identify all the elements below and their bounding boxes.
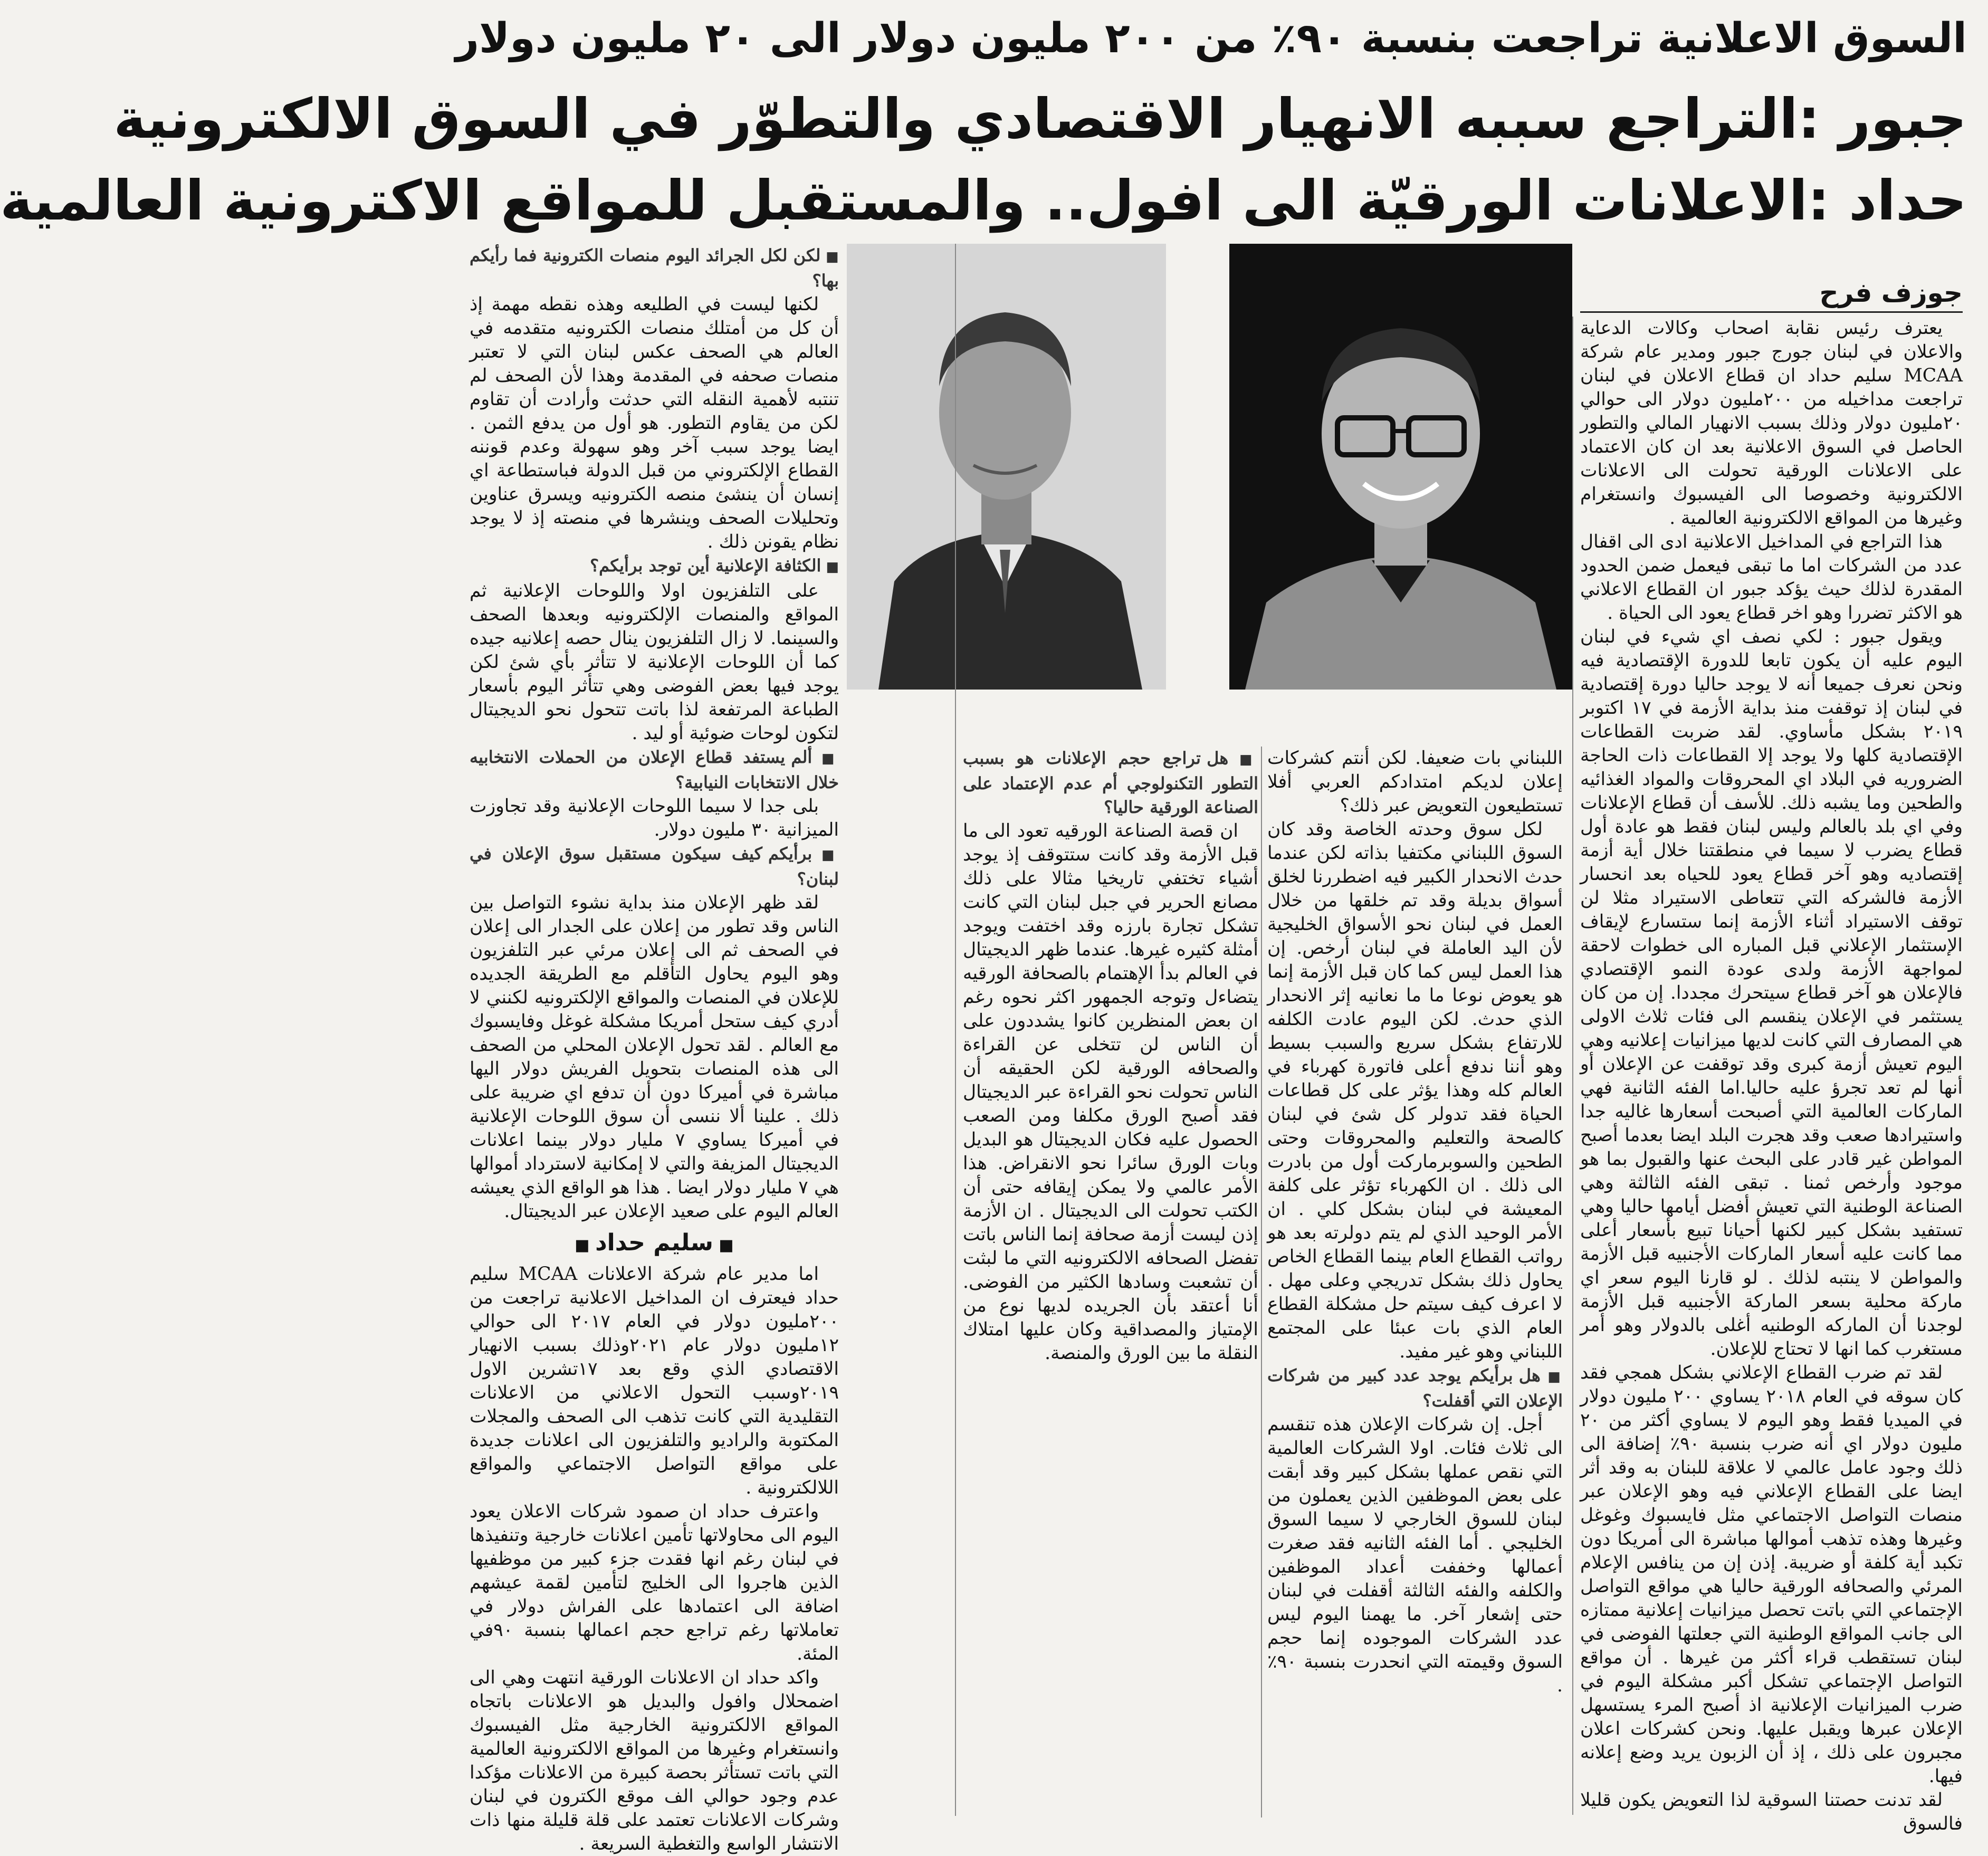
- paragraph: على التلفزيون اولا واللوحات الإعلانية ثم المواقع والمنصات الإلكترونيه وبعدها الصحف والسينما. لا زال التلفزيون ينال حصه إعلانيه جيده كما أن اللوحات الإعلانية لا تتأثر بأي شئ لكن يوجد فيها بعض الفوضى وهي تتأثر اليوم بأسعار الطباعة المرتفعة لذا باتت تتحول نحو الديجيتال لتكون لوحات ضوئية أو ليد .: [470, 580, 839, 744]
- interview-question: ■ برأيكم كيف سيكون مستقبل سوق الإعلان في لبنان؟: [470, 842, 839, 891]
- article-column-right: [1580, 317, 1963, 1834]
- interview-question: ■ لكن لكل الجرائد اليوم منصات الكترونية فما رأيكم بها؟: [470, 244, 839, 293]
- paragraph: لكنها ليست في الطليعه وهذه نقطه مهمة إذ أن كل من أمتلك منصات الكترونيه متقدمه في العالم هي الصحف عكس لبنان التي لا تعتبر منصات صحفه في المقدمة وهذا لأن الصحف لم تنتبه لأهمية النقله التي حدثت وأرادت أن تقاوم لكن من يقاوم التطور. هو أول من يدفع الثمن . ايضا يوجد سبب آخر وهو سهولة وعدم قوننه القطاع الإلكتروني من قبل الدولة فباستطاعة اي إنسان أن ينشئ منصه الكترونيه ويسرق عناوين وتحليلات الصحف وينشرها في منصته إذ لا يوجد نظام يقونن ذلك .: [470, 294, 839, 552]
- article-column-middle-right: [1267, 747, 1563, 1817]
- section-subhead-haddad: ■ سليم حداد ■: [470, 1231, 839, 1257]
- paragraph: اللبناني بات ضعيفا. لكن أنتم كشركات إعلان لديكم امتدادكم العربي أفلا تستطيعون التعويض عبر ذلك؟: [1267, 748, 1563, 816]
- main-headline-haddad: حداد :الاعلانات الورقيّة الى افول.. والمستقبل للمواقع الاكترونية العالمية: [0, 168, 1967, 233]
- interview-question: ■ الكثافة الإعلانية أين توجد برأيكم؟: [470, 554, 839, 579]
- paragraph: ان قصة الصناعة الورقيه تعود الى ما قبل الأزمة وقد كانت ستتوقف إذ يوجد أشياء تختفي تاريخيا مثالا على ذلك مصانع الحرير في جبل لبنان التي كانت تشكل تجارة بارزه وقد اختفت ويوجد أمثلة كثيره غيرها. عندما ظهر الديجيتال في العالم بدأ الإهتمام بالصحافة الورقيه يتضاءل وتوجه الجمهور اكثر نحوه رغم ان بعض المنظرين كانوا يشددون على أن الناس لن تتخلى عن القراءة والصحافه الورقية لكن الحقيقه أن الناس تحولت نحو القراءة عبر الديجيتال فقد أصبح الورق مكلفا ومن الصعب الحصول عليه فكان الديجيتال هو البديل وبات الورق سائرا نحو الانقراض. هذا الأمر عالمي ولا يمكن إيقافه حتى أن الكتب تحولت الى الديجيتال . ان الأزمة إذن ليست أزمة صحافة إنما الناس باتت تفضل الصحافه الالكترونيه التي ما لبثت أن تشعبت وسادها الكثير من الفوضى. أنا أعتقد بأن الجريده لديها نوع من الإمتياز والمصداقية وكان عليها امتلاك النقلة ما بين الورق والمنصة.: [963, 820, 1258, 1364]
- paragraph: لقد تم ضرب القطاع الإعلاني بشكل همجي فقد كان سوقه في العام ٢٠١٨ يساوي ٢٠٠ مليون دولار في الميديا فقط وهو اليوم لا يساوي أكثر من ٢٠ مليون دولار اي أنه ضرب بنسبة ٩٠٪ إضافة الى ذلك وجود عامل عالمي لا علاقة للبنان به وقد أثر ايضا على القطاع الإعلاني فيه وهو الإعلان عبر منصات التواصل الاجتماعي مثل فايسبوك وغوغل وغيرها وهذه تذهب أموالها مباشرة الى أمريكا دون تكبد أية كلفة أو ضريبة. إذن إن من ينافس الإعلام المرئي والصحافه الورقية حاليا هي مواقع التواصل الإجتماعي التي باتت تحصل ميزانيات إعلانية ممتازه الى جانب المواقع الوطنية التي جعلتها الفوضى في لبنان تستقطب قراء أكثر من غيرها . أن مواقع التواصل الإجتماعي تشكل أكبر مشكلة اليوم في ضرب الميزانيات الإعلانية اذ أصبح المرء يستسهل الإعلان عبرها ويقبل عليها. ونحن كشركات اعلان مجبرون على ذلك ، إذ أن الزبون يريد وضع إعلانه فيها.: [1580, 1362, 1963, 1787]
- column-divider: [955, 244, 956, 1816]
- article-column-middle-left: [963, 747, 1258, 1817]
- interview-question: ■ هل برأيكم يوجد عدد كبير من شركات الإعلان التي أقفلت؟: [1267, 1364, 1563, 1413]
- paragraph: واكد حداد ان الاعلانات الورقية انتهت وهي الى اضمحلال وافول والبديل هو الاعلانات باتجاه المواقع الالكترونية الخارجية مثل الفيسبوك وانستغرام وغيرها من المواقع الالكترونية العالمية التي باتت تستأثر بحصة كبيرة من الاعلانات مؤكدا عدم وجود حوالي الف موقع الكترون في لبنان وشركات الاعلانات تعتمد على قلة قليلة منها ذات الانتشار الواسع والتغطية السريعة .: [470, 1667, 839, 1854]
- paragraph: لقد تدنت حصتنا السوقية لذا التعويض يكون قليلا فالسوق: [1580, 1790, 1963, 1834]
- portrait-jabbour-icon: [1229, 244, 1572, 690]
- main-headline-jabbour: جبور :التراجع سببه الانهيار الاقتصادي والتطوّر في السوق الالكترونية: [113, 87, 1967, 151]
- photo-george-jabbour: [1229, 244, 1572, 690]
- paragraph: واعترف حداد ان صمود شركات الاعلان يعود اليوم الى محاولاتها تأمين اعلانات خارجية وتنفيذها في لبنان رغم انها فقدت جزء كبير من موظفيها الذين هاجروا الى الخليج لتأمين لقمة عيشهم اضافة الى اعتمادها على الفراش دولار في تعاملاتها رغم تراجع حجم اعمالها بنسبة ٩٠في المئة.: [470, 1501, 839, 1664]
- interview-question: ■ هل تراجع حجم الإعلانات هو بسبب التطور التكنولوجي أم عدم الإعتماد على الصناعة الورقية حاليا؟: [963, 747, 1258, 819]
- byline: جوزف فرح: [1819, 278, 1963, 308]
- paragraph: يعترف رئيس نقابة اصحاب وكالات الدعاية والاعلان في لبنان جورج جبور ومدير عام شركة MCAA سليم حداد ان قطاع الاعلان في لبنان تراجعت مداخيله من ٢٠٠مليون دولار الى حوالي ٢٠مليون دولار وذلك بسبب الانهيار المالي والتطور الحاصل في السوق الاعلانية بعد ان كان الاعتماد على الاعلانات الورقية تحولت الى الاعلانات الالكترونية وخصوصا الى الفيسبوك وانستغرام وغيرها من المواقع الالكترونية العالمية .: [1580, 318, 1963, 529]
- paragraph: اما مدير عام شركة الاعلانات MCAA سليم حداد فيعترف ان المداخيل الاعلانية تراجعت من ٢٠٠مليون دولار في العام ٢٠١٧ الى حوالي ١٢مليون دولار عام ٢٠٢١وذلك بسبب الانهيار الاقتصادي الذي وقع بعد ١٧تشرين الاول ٢٠١٩وسبب التحول الاعلاني من الاعلانات التقليدية التي كانت تذهب الى الصحف والمجلات المكتوبة والراديو والتلفزيون الى اعلانات جديدة على مواقع التواصل الاجتماعي والمواقع اللالكترونية .: [470, 1264, 839, 1498]
- byline-rule: [1580, 311, 1963, 313]
- paragraph: ويقول جبور : لكي نصف اي شيء في لبنان اليوم عليه أن يكون تابعا للدورة الإقتصادية فيه ونحن نعرف جميعا أنه لا يوجد حاليا دورة إقتصادية في لبنان إذ توقفت منذ بداية الأزمة في ١٧ اكتوبر ٢٠١٩ بشكل مأساوي. لقد ضربت القطاعات الإقتصادية كلها ولا يوجد إلا القطاعات ذات الحاجة الضروريه في البلاد اي المحروقات والمواد الغذائيه والطحين وما يشبه ذلك. للأسف أن قطاع الإعلانات وفي اي بلد بالعالم وليس لبنان فقط هو عادة أول قطاع يضرب لا سيما في منطقتنا خلال أية أزمة إقتصاديه وهو آخر قطاع يعود للحياه بعد انحسار الأزمة فالشركه التي تتعاطى الاستيراد مثلا لن توقف الاستيراد أثناء الأزمة إنما ستسارع لإيقاف الإستثمار الإعلاني قبل المباره الى خطوات لاحقة لمواجهة الأزمة ولدى عودة النمو الإقتصادي فالإعلان هو آخر قطاع سيتحرك مجددا. إن من كان يستثمر في الإعلان ينقسم الى فئات ثلاث الاولى هي المصارف التي كانت لديها ميزانيات إعلانيه وهي اليوم تعيش أزمة كبرى وقد توقفت عن الإعلان أو أنها لم تعد تجرؤ عليه حاليا.اما الفئه الثانية فهي الماركات العالمية التي أصبحت أسعارها غاليه جدا واستيرادها صعب وقد هجرت البلد ايضا بعدما أصبح المواطن غير قادر على البحث عنها والقبول بما هو موجود وأرخص ثمنا . تبقى الفئه الثالثة وهي الصناعة الوطنية التي تعيش أفضل أيامها حاليا وهي تستفيد بشكل كبير لكنها أحيانا تبيع بأسعار أعلى مما كانت عليه أسعار الماركات الأجنبيه قبل الأزمة والمواطن لا ينتبه لذلك . لو قارنا اليوم سعر اي ماركة محلية بسعر الماركة الأجنبيه قبل الأزمة لوجدنا أن الماركه الوطنيه أغلى بالدولار وهو أمر مستغرب كما انها لا تحتاج للإعلان.: [1580, 626, 1963, 1360]
- portrait-haddad-icon: [847, 244, 1166, 690]
- paragraph: هذا التراجع في المداخيل الاعلانية ادى الى اقفال عدد من الشركات اما ما تبقى فيعمل ضمن الحدود المقدرة لذلك حيث يؤكد جبور ان القطاع الاعلاني هو الاكثر تضررا وهو اخر قطاع يعود الى الحياة .: [1580, 531, 1963, 624]
- article-column-left: [470, 244, 839, 1854]
- column-divider: [1261, 747, 1262, 1817]
- column-divider: [1572, 317, 1573, 1815]
- paragraph: أجل. إن شركات الإعلان هذه تنقسم الى ثلاث فئات. اولا الشركات العالمية التي نقص عملها بشكل كبير وقد أبقت على بعض الموظفين الذين يعملون من لبنان للسوق الخارجي لا سيما السوق الخليجي . أما الفئه الثانيه فقد صغرت أعمالها وخففت أعداد الموظفين والكلفه والفئه الثالثة أقفلت في لبنان حتى إشعار آخر. ما يهمنا اليوم ليس عدد الشركات الموجوده إنما حجم السوق وقيمته التي انحدرت بنسبة ٩٠٪ .: [1267, 1414, 1563, 1696]
- interview-question: ■ ألم يستفد قطاع الإعلان من الحملات الانتخابيه خلال الانتخابات النيابية؟: [470, 745, 839, 795]
- paragraph: بلى جدا لا سيما اللوحات الإعلانية وقد تجاوزت الميزانية ٣٠ مليون دولار.: [470, 796, 839, 840]
- kicker-headline: السوق الاعلانية تراجعت بنسبة ٩٠٪ من ٢٠٠ مليون دولار الى ٢٠ مليون دولار: [455, 15, 1967, 62]
- paragraph: لكل سوق وحدته الخاصة وقد كان السوق اللبناني مكتفيا بذاته لكن عندما حدث الانحدار الكبير فيه اضطررنا لخلق أسواق بديلة وقد تم خلقها من خلال العمل في لبنان نحو الأسواق الخليجية لأن اليد العاملة في لبنان أرخص. إن هذا العمل ليس كما كان قبل الأزمة إنما هو يعوض نوعا ما ما نعانيه إثر الانحدار الذي حدث. لكن اليوم عادت الكلفه للارتفاع بشكل سريع والسبب بسيط وهو أننا ندفع أعلى فاتورة كهرباء في العالم كله وهذا يؤثر على كل قطاعات الحياة فقد تدولر كل شئ في لبنان كالصحة والتعليم والمحروقات وحتى الطحين والسوبرماركت أول من بادرت الى ذلك . ان الكهرباء تؤثر على كلفة المعيشة في لبنان بشكل كلي . ان الأمر الوحيد الذي لم يتم دولرته بعد هو رواتب القطاع العام بينما القطاع الخاص يحاول ذلك بشكل تدريجي وعلى مهل . لا اعرف كيف سيتم حل مشكلة القطاع العام الذي بات عبئا على المجتمع اللبناني وهو غير مفيد.: [1267, 819, 1563, 1362]
- paragraph: لقد ظهر الإعلان منذ بداية نشوء التواصل بين الناس وقد تطور من إعلان على الجدار الى إعلان في الصحف ثم الى إعلان مرئي عبر التلفزيون وهو اليوم يحاول التأقلم مع الطريقة الجديده للإعلان في المنصات والمواقع الإلكترونيه لكنني لا أدري كيف ستحل أمريكا مشكلة غوغل وفايسبوك مع العالم . لقد تحول الإعلان المحلي من الصحف الى هذه المنصات بتحويل الفريش دولار اليها مباشرة في أميركا دون أن تدفع اي ضريبة على ذلك . علينا ألا ننسى أن سوق اللوحات الإعلانية في أميركا يساوي ٧ مليار دولار بينما اعلانات الديجيتال المزيفة والتي لا إمكانية لاسترداد أموالها هي ٧ مليار دولار ايضا . هذا هو الواقع الذي يعيشه العالم اليوم على صعيد الإعلان عبر الديجيتال.: [470, 892, 839, 1222]
- photo-salim-haddad: [847, 244, 1166, 690]
